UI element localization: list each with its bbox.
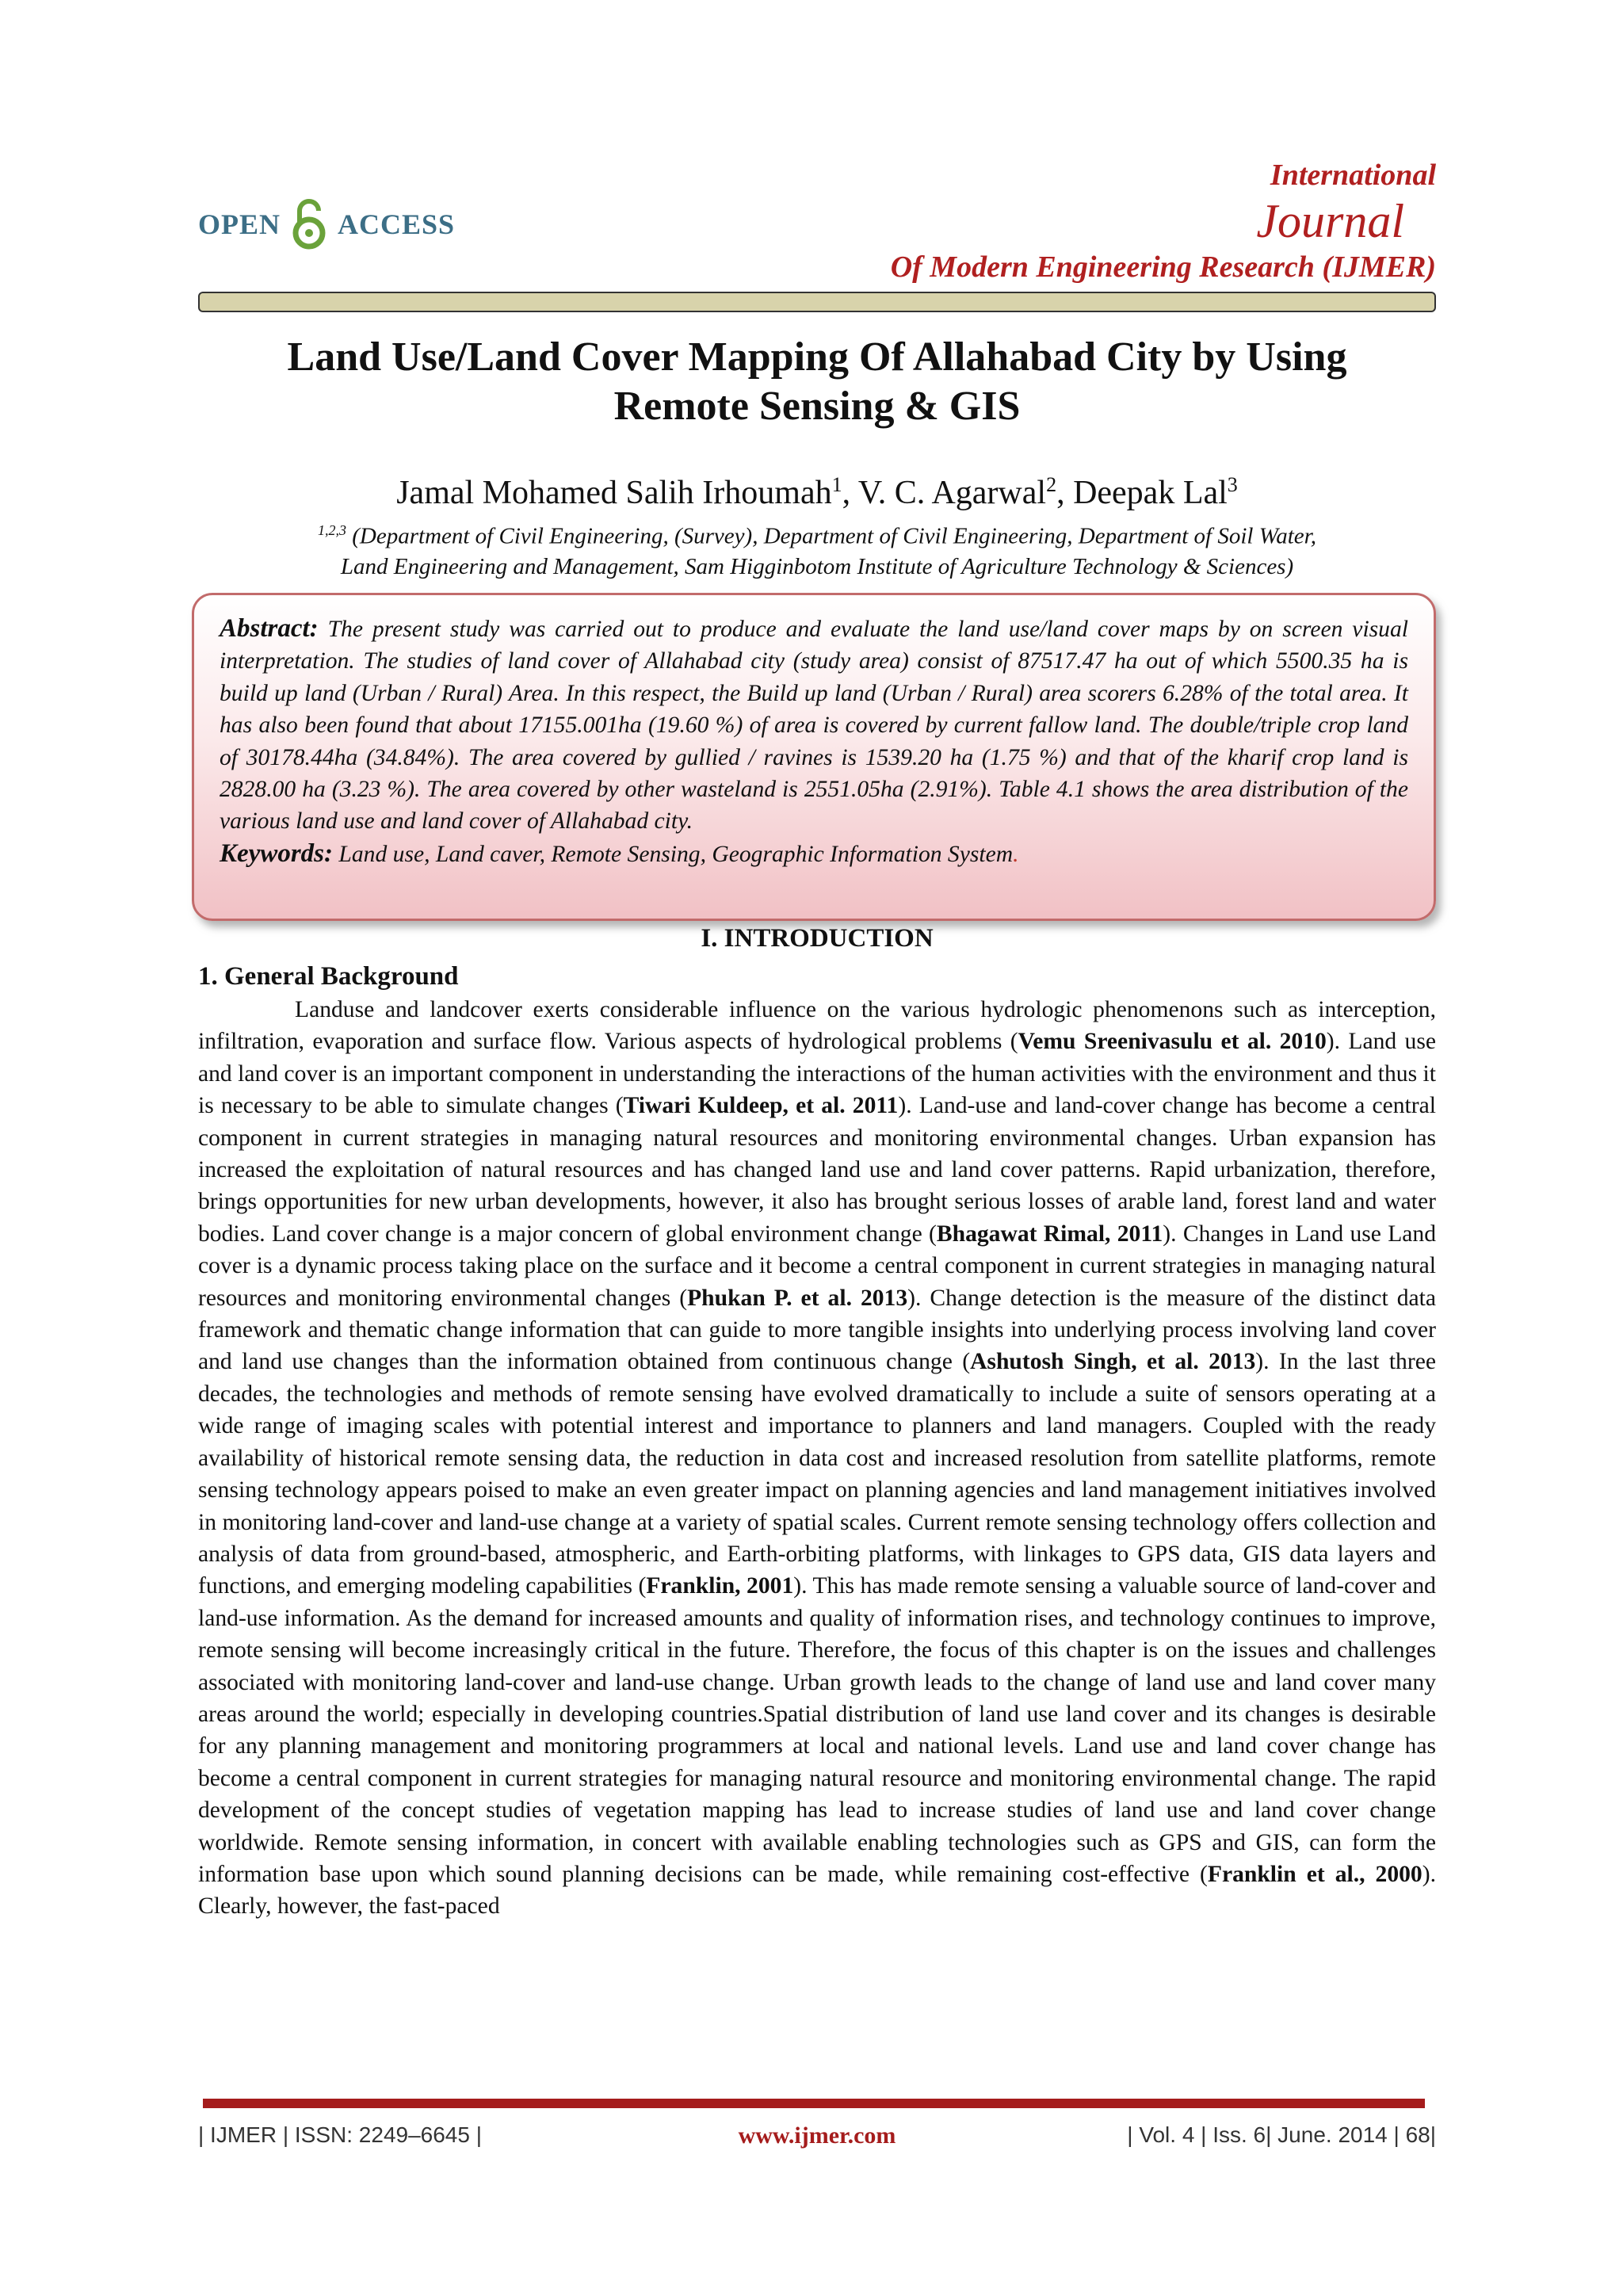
open-access-logo [198,198,455,250]
abstract-box [192,593,1436,921]
title-line-2: Remote Sensing & GIS [613,384,1021,429]
footer-volume-page: | Vol. 4 | Iss. 6| June. 2014 | 68| [1127,2122,1436,2147]
open-access-lock-icon [292,198,327,250]
author-name: Jamal Mohamed Salih Irhoumah [396,475,832,511]
body-text-run: ). Land use and land cover is an important component in understanding the interactions of the human activities with the environment and thus it is necessary to be able to simulate changes ( [198,1029,1436,1119]
citation: Vemu Sreenivasulu et al. 2010 [1018,1029,1327,1055]
citation: Franklin et al., 2000 [1207,1861,1423,1887]
title-line-1: Land Use/Land Cover Mapping Of Allahabad City by Using [287,334,1347,380]
body-text-run: ). Clearly, however, the fast-paced [198,1861,1436,1920]
journal-full-name: Of Modern Engineering Research (IJMER) [890,250,1436,284]
access-label: ACCESS [338,208,456,240]
author-name: V. C. Agarwal [857,475,1047,511]
keywords-end: . [1013,841,1019,867]
affiliation-line-1: (Department of Civil Engineering, (Survey), Department of Civil Engineering, Department of Soil Water, [352,523,1316,549]
journal-international: International [1270,159,1436,192]
subsection-heading: 1. General Background [198,962,459,991]
body-text-run: ). Land-use and land-cover change has become a central component in current strategies in managing natural resources and monitoring environmental changes. Urban expansion has increased the exploitation of natural resources and has changed land use and land cover patterns. Rapid urbanization, therefore, brings opportunities for new urban developments, however, it also has brought serious losses of arable land, forest land and water bodies. Land cover change is a major concern of global environment change ( [198,1093,1436,1247]
journal-word: Journal [1256,195,1404,247]
author-superscript: 2 [1046,473,1057,496]
citation: Bhagawat Rimal, 2011 [936,1221,1163,1247]
citation: Tiwari Kuldeep, et al. 2011 [623,1093,899,1119]
body-text-run: ). Changes in Land use Land cover is a dynamic process taking place on the surface and it become a central component in current strategies in managing natural resources and monitoring environmental changes ( [198,1221,1436,1311]
body-text-run: ). In the last three decades, the technologies and methods of remote sensing have evolved dramatically to include a suite of sensors operating at a wide range of imaging scales with potential interest and importance to planners and land managers. Coupled with the ready availability of historical remote sensing data, the reduction in data cost and increased resolution from satellite platforms, remote sensing technology appears poised to make an even greater impact on planning agencies and land management initiatives involved in monitoring land-cover and land-use change at a variety of spatial scales. Current remote sensing technology offers collection and analysis of data from ground-based, atmospheric, and Earth-orbiting platforms, with linkages to GPS data, GIS data layers and functions, and emerging modeling capabilities ( [198,1349,1436,1599]
body-text-run: Landuse and landcover exerts considerable influence on the various hydrologic phenomenons such as interception, infiltration, evaporation and surface flow. Various aspects of hydrological problems ( [198,997,1436,1055]
affiliation-line-2: Land Engineering and Management, Sam Higginbotom Institute of Agriculture Technology & Sciences) [340,553,1294,579]
footer-divider-bar [203,2099,1425,2108]
journal-masthead [891,155,1436,287]
open-label: OPEN [198,208,281,240]
paper-title [198,333,1436,431]
affiliation-superscript: 1,2,3 [318,522,346,538]
abstract-label: Abstract: [220,614,319,643]
author-superscript: 3 [1227,473,1238,496]
citation: Franklin, 2001 [646,1573,794,1599]
page-footer [198,2122,1436,2154]
footer-issn: | IJMER | ISSN: 2249–6645 | [198,2122,482,2147]
author-superscript: 1 [831,473,842,496]
body-text-run: ). Change detection is the measure of the distinct data framework and thematic change information that can guide to more tangible insights into underlying process involving land cover and land use changes than the information obtained from continuous change ( [198,1285,1436,1375]
section-heading: I. INTRODUCTION [701,924,934,953]
introduction-paragraph [198,994,1436,1923]
abstract-text: The present study was carried out to produce and evaluate the land use/land cover maps by on screen visual interpretation. The studies of land cover of Allahabad city (study area) consist of 87517.47 ha out of which 5500.35 ha is build up land (Urban / Rural) Area. In this respect, the Build up land (Urban / Rural) area scorers 6.28% of the total area. It has also been found that about 17155.001ha (19.60 %) of area is covered by current fallow land. The double/triple crop land of 30178.44ha (34.84%). The area covered by gullied / ravines is 1539.20 ha (1.75 %) and that of the kharif crop land is 2828.00 ha (3.23 %). The area covered by other wasteland is 2551.05ha (2.91%). Table 4.1 shows the area distribution of the various land use and land cover of Allahabad city. [220,617,1408,835]
citation: Phukan P. et al. 2013 [687,1285,908,1311]
footer-website-link[interactable]: www.ijmer.com [738,2122,896,2149]
affiliation [198,515,1436,582]
author-name: Deepak Lal [1073,475,1228,511]
citation: Ashutosh Singh, et al. 2013 [970,1349,1256,1375]
author-list: Jamal Mohamed Salih Irhoumah$^1$, V. C. Agarwal$^2$, Deepak Lal$^3$ [396,473,1238,511]
keywords-label: Keywords: [220,839,333,868]
header-divider-bar [198,292,1436,312]
keywords-text: Land use, Land caver, Remote Sensing, Geographic Information System [338,841,1014,867]
body-text-run: ). This has made remote sensing a valuable source of land-cover and land-use information. As the demand for increased amounts and quality of information rises, and technology continues to improve, remote sensing will become increasingly critical in the future. Therefore, the focus of this chapter is on the issues and challenges associated with monitoring land-cover and land-use change. Urban growth leads to the change of land use and land cover many areas around the world; especially in developing countries.Spatial distribution of land use land cover and its changes is desirable for any planning management and monitoring programmers at local and national levels. Land use and land cover change has become a central component in current strategies for managing natural resource and monitoring environmental change. The rapid development of the concept studies of vegetation mapping has lead to increase studies of land use and land cover change worldwide. Remote sensing information, in concert with available enabling technologies such as GPS and GIS, can form the information base upon which sound planning decisions can be made, while remaining cost-effective ( [198,1573,1436,1887]
